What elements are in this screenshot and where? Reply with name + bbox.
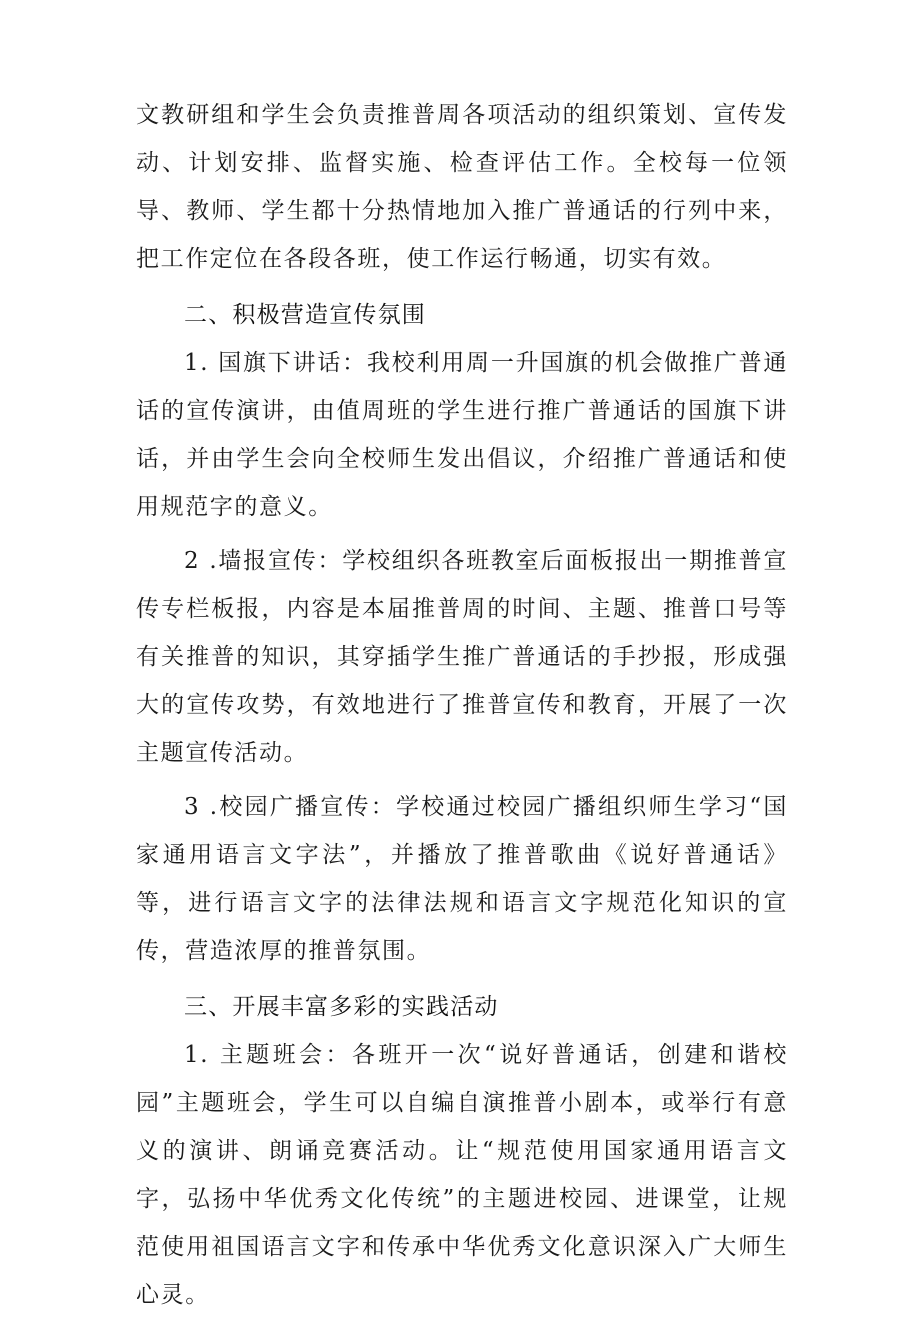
document-body [136,91,788,1319]
section-heading-2: 二、积极营造宣传氛围 [184,302,426,328]
section2-item-1: 1. 国旗下讲话：我校利用周一升国旗的机会做推广普通话的宣传演讲，由值周班的学生进行推广普通话的国旗下讲话，并由学生会向全校师生发出倡议，介绍推广普通话和使用规范字的意义。 [136,350,788,520]
section3-item-1: 1. 主题班会：各班开一次“说好普通话，创建和谐校园”主题班会，学生可以自编自演推普小剧本，或举行有意义的演讲、朗诵竞赛活动。让“规范使用国家通用语言文字，弘扬中华优秀文化传统”的主题进校园、进课堂，让规范使用祖国语言文字和传承中华优秀文化意识深入广大师生心灵。 [136,1042,788,1308]
intro-paragraph: 文教研组和学生会负责推普周各项活动的组织策划、宣传发动、计划安排、监督实施、检查评估工作。全校每一位领导、教师、学生都十分热情地加入推广普通话的行列中来，把工作定位在各段各班，使工作运行畅通，切实有效。 [136,102,788,272]
section-heading-3: 三、开展丰富多彩的实践活动 [184,994,499,1020]
section2-item-2: 2 .墙报宣传：学校组织各班教室后面板报出一期推普宣传专栏板报，内容是本届推普周的时间、主题、推普口号等有关推普的知识，其穿插学生推广普通话的手抄报，形成强大的宣传攻势，有效地进行了推普宣传和教育，开展了一次主题宣传活动。 [136,548,788,766]
section2-item-3: 3 .校园广播宣传：学校通过校园广播组织师生学习“国家通用语言文字法”，并播放了推普歌曲《说好普通话》等，进行语言文字的法律法规和语言文字规范化知识的宣传，营造浓厚的推普氛围。 [136,794,788,964]
